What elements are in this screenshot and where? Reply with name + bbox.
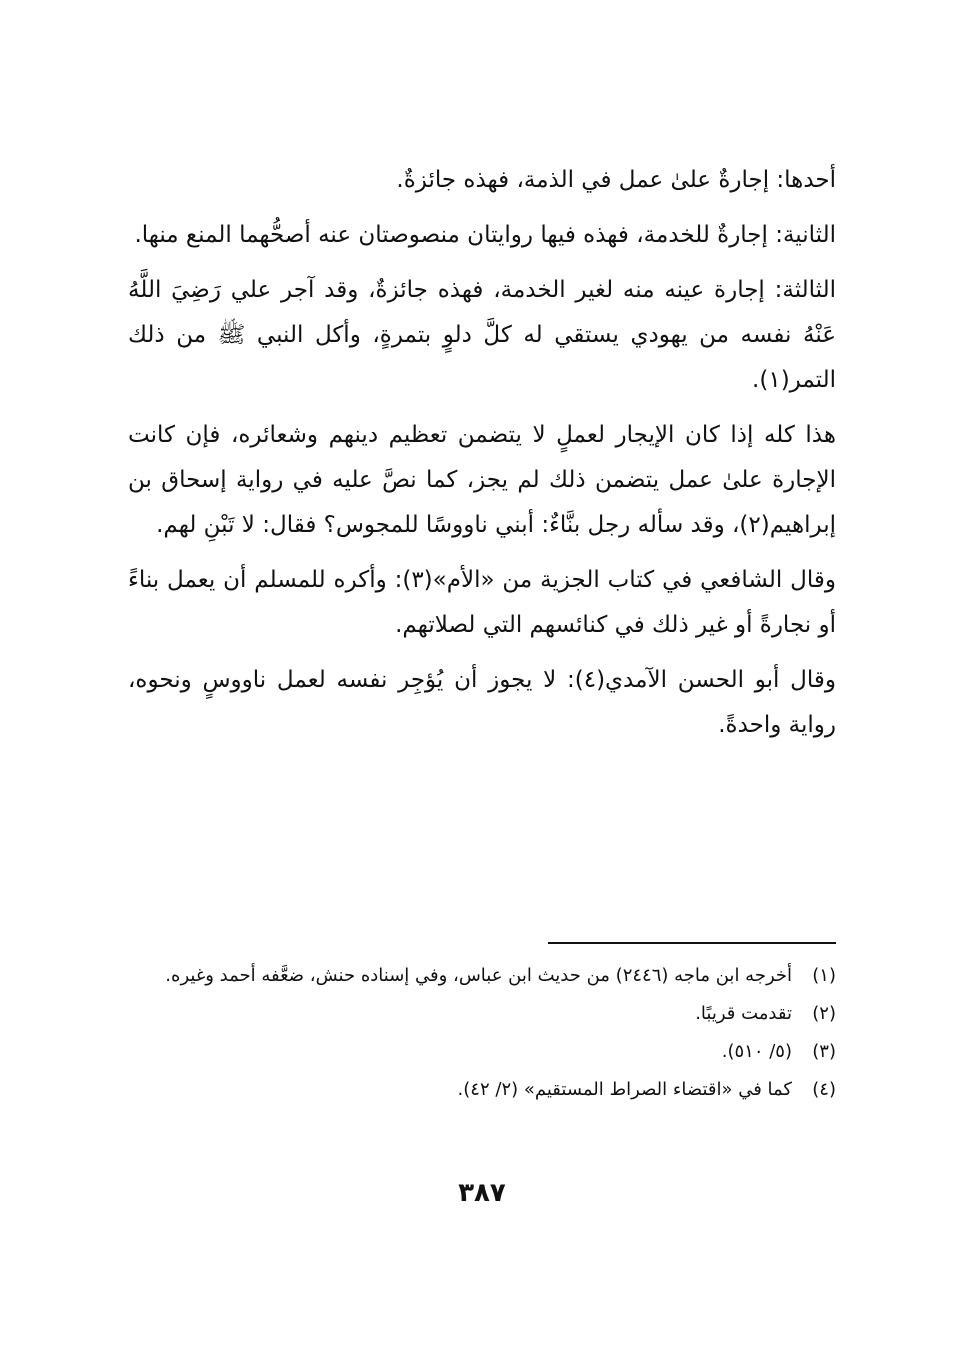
footnote-text: تقدمت قريبًا.	[695, 1003, 792, 1024]
footnote-2	[128, 996, 836, 1032]
footnote-3	[128, 1034, 836, 1070]
paragraph-2: الثانية: إجارةٌ للخدمة، فهذه فيها روايتان منصوصتان عنه أصحُّهما المنع منها.	[134, 222, 836, 248]
footnote-number: (٢)	[812, 1003, 836, 1024]
footnote-text: أخرجه ابن ماجه (٢٤٤٦) من حديث ابن عباس، وفي إسناده حنش، ضعَّفه أحمد وغيره.	[165, 965, 792, 986]
footnote-number: (١)	[812, 965, 836, 986]
footnote-1	[128, 958, 836, 994]
footnote-number: (٤)	[812, 1079, 836, 1100]
paragraph-4: هذا كله إذا كان الإيجار لعملٍ لا يتضمن تعظيم دينهم وشعائره، فإن كانت الإجارة علىٰ عمل يتضمن ذلك لم يجز، كما نصَّ عليه في رواية إسحاق بن إبراهيم(٢)، وقد سأله رجل بنَّاءٌ: أبني ناووسًا للمجوس؟ فقال: لا تَبْنِ لهم.	[128, 422, 836, 538]
footnote-text: (٥/ ٥١٠).	[721, 1041, 792, 1062]
footnote-separator	[548, 942, 836, 944]
paragraph-1: أحدها: إجارةٌ علىٰ عمل في الذمة، فهذه جائزةٌ.	[396, 167, 836, 193]
footnote-number: (٣)	[812, 1041, 836, 1062]
page-number: ٣٨٧	[458, 1178, 506, 1208]
footnote-4	[128, 1072, 836, 1108]
paragraph-3: الثالثة: إجارة عينه منه لغير الخدمة، فهذه جائزةٌ، وقد آجر علي رَضِيَ اللَّهُ عَنْهُ نفسه من يهودي يستقي له كلَّ دلوٍ بتمرةٍ، وأكل النبي ﷺ من ذلك التمر(١).	[128, 277, 836, 393]
footnote-text: كما في «اقتضاء الصراط المستقيم» (٢/ ٤٢).	[457, 1079, 792, 1100]
main-text	[128, 158, 836, 758]
paragraph-6: وقال أبو الحسن الآمدي(٤): لا يجوز أن يُؤجِر نفسه لعمل ناووسٍ ونحوه، رواية واحدةً.	[128, 667, 836, 738]
paragraph-5: وقال الشافعي في كتاب الجزية من «الأم»(٣): وأكره للمسلم أن يعمل بناءً أو نجارةً أو غير ذلك في كنائسهم التي لصلاتهم.	[128, 567, 837, 638]
footnotes	[128, 958, 836, 1110]
